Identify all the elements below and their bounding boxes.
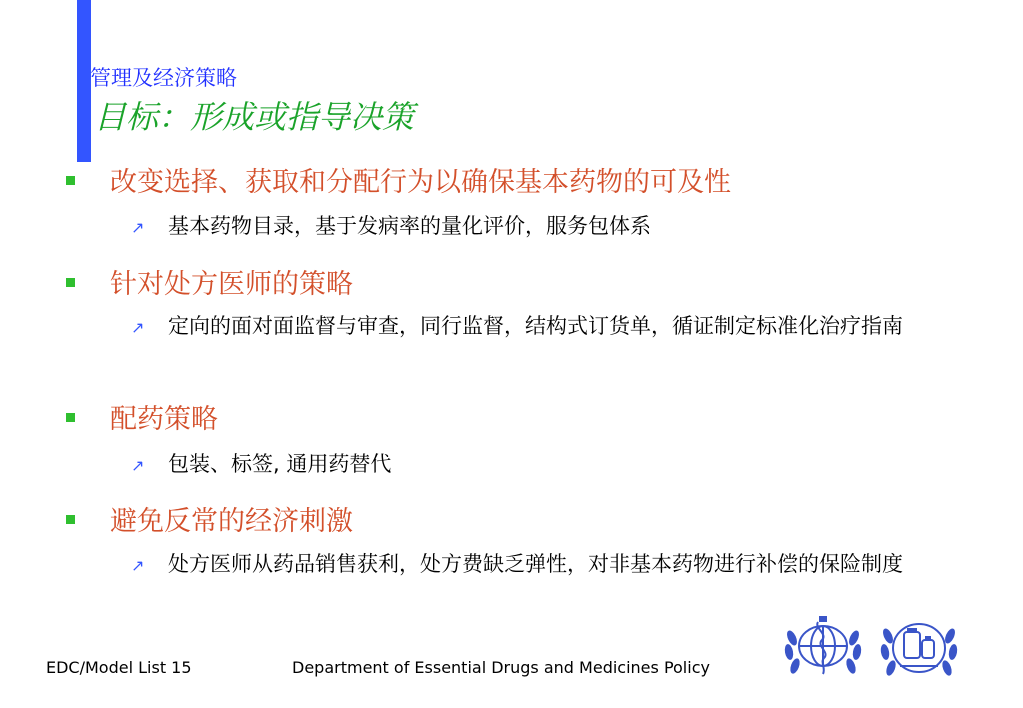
- bullet-text: 配药策略: [110, 404, 218, 435]
- footer-department: Department of Essential Drugs and Medicines Policy: [292, 658, 710, 677]
- slide-subtitle: 管理及经济策略: [90, 66, 237, 90]
- square-bullet-icon: [66, 278, 75, 287]
- square-bullet-icon: [66, 515, 75, 524]
- sub-bullet-text: 基本药物目录，基于发病率的量化评价，服务包体系: [168, 214, 651, 238]
- bullet-text: 针对处方医师的策略: [110, 269, 353, 300]
- arrow-up-right-icon: ↗: [131, 556, 145, 575]
- arrow-up-right-icon: ↗: [131, 218, 145, 237]
- arrow-up-right-icon: ↗: [131, 456, 145, 475]
- footer-slide-id: EDC/Model List 15: [46, 658, 192, 677]
- sub-bullet-text: 包装、标签, 通用药替代: [168, 452, 392, 476]
- square-bullet-icon: [66, 176, 75, 185]
- sub-bullet-text: 定向的面对面监督与审查，同行监督，结构式订货单，循证制定标准化治疗指南: [168, 314, 903, 338]
- slide-title: 目标：形成或指导决策: [94, 98, 415, 136]
- bullet-text: 避免反常的经济刺激: [110, 506, 353, 537]
- who-emblem-medicine-icon: [876, 608, 962, 688]
- bullet-text: 改变选择、获取和分配行为以确保基本药物的可及性: [110, 167, 731, 198]
- accent-bar: [77, 0, 91, 162]
- who-emblem-icon: [780, 608, 866, 688]
- square-bullet-icon: [66, 413, 75, 422]
- arrow-up-right-icon: ↗: [131, 318, 145, 337]
- sub-bullet-text: 处方医师从药品销售获利，处方费缺乏弹性，对非基本药物进行补偿的保险制度: [168, 552, 903, 576]
